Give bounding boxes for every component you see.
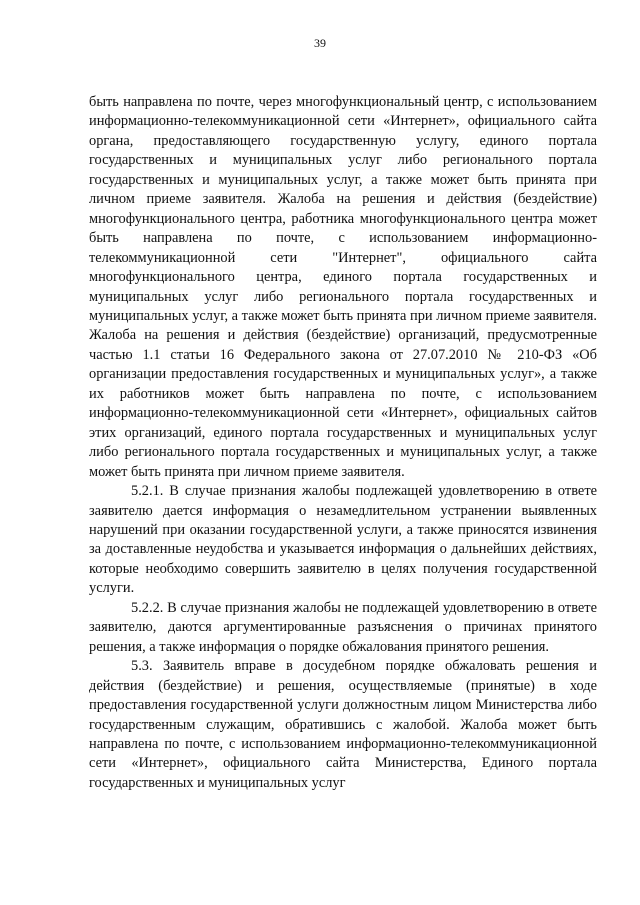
paragraph-complaint-channels: быть направлена по почте, через многофункциональный центр, с использованием информационно-телекоммуникационной сети «Интернет», официального сайта органа, предоставляющего государственную услугу, единого портала государственных и муниципальных услуг либо регионального портала государственных и муниципальных услуг, а также может быть принята при личном приеме заявителя. Жалоба на решения и действия (бездействие) многофункционального центра, работника многофункционального центра может быть направлена по почте, с использованием информационно-телекоммуникационной сети "Интернет", официального сайта многофункционального центра, единого портала государственных и муниципальных услуг либо регионального портала государственных и муниципальных услуг, а также может быть принята при личном приеме заявителя. Жалоба на решения и действия (бездействие) организаций, предусмотренные частью 1.1 статьи 16 Федерального закона от 27.07.2010 № 210-ФЗ «Об организации предоставления государственных и муниципальных услуг», а также их работников может быть направлена по почте, с использованием информационно-телекоммуникационной сети «Интернет», официальных сайтов этих организаций, единого портала государственных и муниципальных услуг либо регионального портала государственных и муниципальных услуг, а также может быть принята при личном приеме заявителя. [89, 94, 597, 480]
paragraph-5-2-1: 5.2.1. В случае признания жалобы подлежащей удовлетворению в ответе заявителю дается информация о незамедлительном устранении выявленных нарушений при оказании государственной услуги, а также приносятся извинения за доставленные неудобства и указывается информация о дальнейших действиях, которые необходимо совершить заявителю в целях получения государственной услуги. [89, 483, 597, 597]
page-number: 39 [314, 36, 326, 50]
document-body [89, 93, 597, 793]
paragraph-5-2-2: 5.2.2. В случае признания жалобы не подлежащей удовлетворению в ответе заявителю, даются аргументированные разъяснения о причинах принятого решения, а также информация о порядке обжалования принятого решения. [89, 599, 597, 655]
paragraph-5-3: 5.3. Заявитель вправе в досудебном порядке обжаловать решения и действия (бездействие) и решения, осуществляемые (принятые) в ходе предоставления государственной услуги должностным лицом Министерства либо государственным служащим, обратившись с жалобой. Жалоба может быть направлена по почте, с использованием информационно-телекоммуникационной сети «Интернет», официального сайта Министерства, Единого портала государственных и муниципальных услуг [89, 658, 597, 791]
